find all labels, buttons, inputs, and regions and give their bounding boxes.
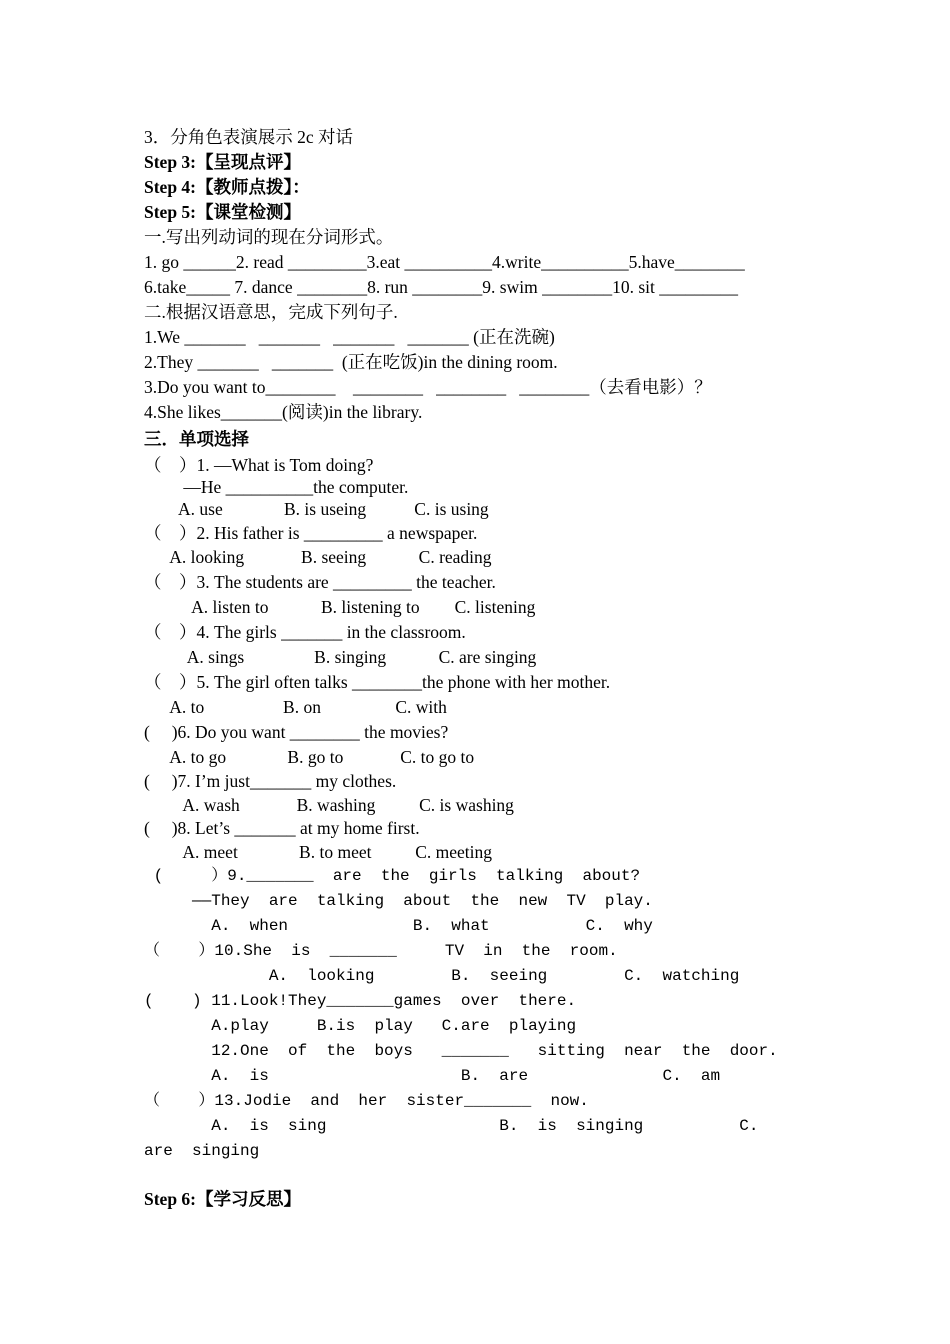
question-2-options: A. looking B. seeing C. reading [144,547,492,567]
question-6-options: A. to go B. go to C. to go to [144,747,475,767]
step-4-heading: Step 4:【教师点拨】： [144,177,310,197]
question-13-options: A. is sing B. is singing C. [144,1117,759,1135]
question-9-answer-line: ——They are talking about the new TV play. [144,892,653,910]
question-10-options: A. looking B. seeing C. watching [144,967,740,985]
step-5-heading: Step 5:【课堂检测】 [144,202,302,222]
question-9: ( ）9._______ are the girls talking about? [144,867,641,885]
question-5: （ ）5. The girl often talks ________the phone with her mother. [144,672,611,692]
question-12: 12.One of the boys _______ sitting near the door. [144,1042,778,1060]
question-7-options: A. wash B. washing C. is washing [144,795,514,815]
sentence-1: 1.We _______ _______ _______ _______ (正在洗碗) [144,327,555,347]
sentence-4: 4.She likes_______(阅读)in the library. [144,402,423,422]
question-1-options: A. use B. is useing C. is using [144,499,489,519]
step-3-heading: Step 3:【呈现点评】 [144,152,302,172]
question-13-options-cont: are singing [144,1142,260,1160]
question-1-answer-line: —He __________the computer. [144,477,409,497]
sentence-2: 2.They _______ _______ (正在吃饭)in the dining room. [144,352,558,372]
question-3-options: A. listen to B. listening to C. listening [144,597,536,617]
question-8-options: A. meet B. to meet C. meeting [144,842,493,862]
question-4-options: A. sings B. singing C. are singing [144,647,537,667]
question-6: ( )6. Do you want ________ the movies? [144,722,449,742]
question-5-options: A. to B. on C. with [144,697,447,717]
question-13: （ ）13.Jodie and her sister_______ now. [144,1092,589,1110]
task-3-line: 3．分角色表演展示 2c 对话 [144,127,354,147]
section-2-title: 二.根据汉语意思，完成下列句子. [144,302,398,322]
verb-row-2: 6.take_____ 7. dance ________8. run ________9. swim ________10. sit _________ [144,277,738,297]
question-10: （ ）10.She is _______ TV in the room. [144,942,618,960]
question-1: （ ）1. —What is Tom doing? [144,455,374,475]
verb-row-1: 1. go ______2. read _________3.eat __________4.write__________5.have________ [144,252,745,272]
question-9-options: A. when B. what C. why [144,917,653,935]
question-11-options: A.play B.is play C.are playing [144,1017,577,1035]
question-4: （ ）4. The girls _______ in the classroom. [144,622,466,642]
question-2: （ ）2. His father is _________ a newspaper. [144,523,478,543]
step-6-heading: Step 6:【学习反思】 [144,1189,302,1209]
question-7: ( )7. I’m just_______ my clothes. [144,771,397,791]
question-3: （ ）3. The students are _________ the teacher. [144,572,496,592]
section-3-title: 三．单项选择 [144,429,249,449]
section-1-title: 一.写出列动词的现在分词形式。 [144,227,394,247]
question-8: ( )8. Let’s _______ at my home first. [144,818,420,838]
question-12-options: A. is B. are C. am [144,1067,721,1085]
sentence-3: 3.Do you want to________ ________ ________ ________（去看电影）？ [144,377,712,397]
question-11: ( ) 11.Look!They_______games over there. [144,992,577,1010]
